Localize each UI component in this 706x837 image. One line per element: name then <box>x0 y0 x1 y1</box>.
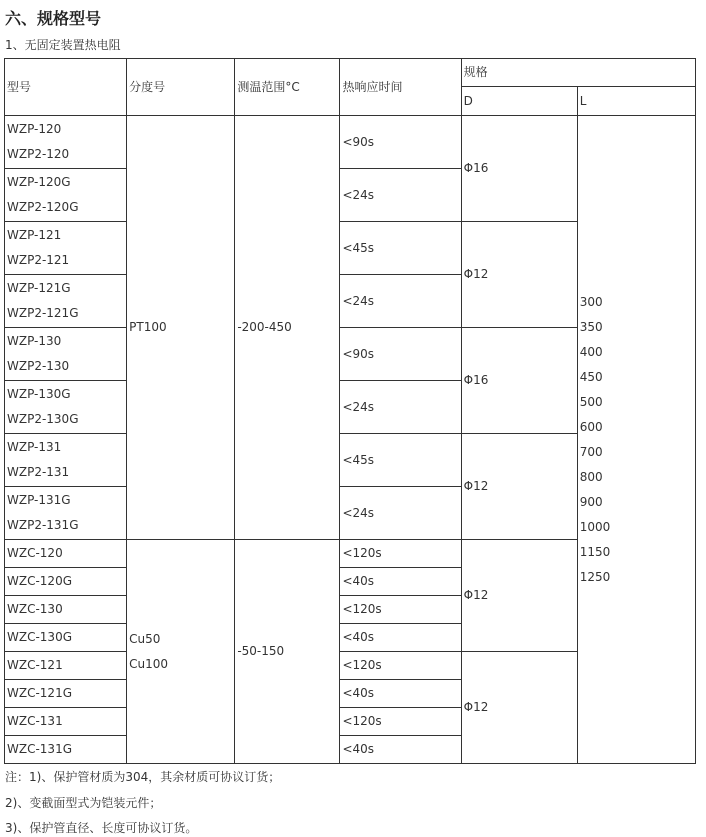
diameter-cell: Φ12 <box>461 222 577 328</box>
model-cell: WZC-130 <box>5 596 127 624</box>
response-cell: <40s <box>340 568 461 596</box>
response-cell: <90s <box>340 328 461 381</box>
length-value: 800 <box>579 469 603 484</box>
length-cell <box>577 116 695 764</box>
note-line: 2)、变截面型式为铠装元件； <box>5 796 162 810</box>
model-name: WZP2-120G <box>7 200 79 214</box>
range-cell: -50-150 <box>235 540 340 764</box>
model-name: WZP2-121 <box>7 253 70 267</box>
response-cell: <120s <box>340 652 461 680</box>
model-name: WZP2-131 <box>7 465 70 479</box>
model-cell <box>5 434 127 487</box>
note-line: 3)、保护管直径、长度可协议订货。 <box>5 821 198 835</box>
section-subtitle: 1、无固定装置热电阻 <box>5 38 121 52</box>
model-cell: WZC-120 <box>5 540 127 568</box>
header-l: L <box>577 87 695 116</box>
header-division: 分度号 <box>127 59 235 116</box>
model-name: WZP2-131G <box>7 518 79 532</box>
length-value: 1150 <box>579 544 611 559</box>
diameter-cell: Φ16 <box>461 328 577 434</box>
model-cell: WZC-131G <box>5 736 127 764</box>
length-value: 700 <box>579 444 603 459</box>
model-cell: WZC-130G <box>5 624 127 652</box>
response-cell: <45s <box>340 434 461 487</box>
spec-table <box>4 58 696 764</box>
model-cell <box>5 487 127 540</box>
division-cell: PT100 <box>127 116 235 540</box>
diameter-cell: Φ12 <box>461 652 577 764</box>
response-cell: <120s <box>340 540 461 568</box>
division-cell <box>127 540 235 764</box>
model-name: WZP-131 <box>7 440 62 454</box>
diameter-cell: Φ12 <box>461 540 577 652</box>
response-cell: <40s <box>340 624 461 652</box>
model-name: WZP2-130G <box>7 412 79 426</box>
header-model: 型号 <box>5 59 127 116</box>
range-cell: -200-450 <box>235 116 340 540</box>
diameter-cell: Φ12 <box>461 434 577 540</box>
length-value: 1000 <box>579 519 611 534</box>
model-name: WZP-121G <box>7 281 71 295</box>
response-cell: <120s <box>340 708 461 736</box>
model-name: WZP-131G <box>7 493 71 507</box>
response-cell: <24s <box>340 275 461 328</box>
model-cell: WZC-120G <box>5 568 127 596</box>
header-d: D <box>461 87 577 116</box>
division-value: Cu50 <box>129 631 161 646</box>
model-cell: WZC-131 <box>5 708 127 736</box>
section-title: 六、规格型号 <box>5 9 102 28</box>
response-cell: <40s <box>340 736 461 764</box>
header-response: 热响应时间 <box>340 59 461 116</box>
length-value: 900 <box>579 494 603 509</box>
header-range: 测温范围°C <box>235 59 340 116</box>
length-value: 350 <box>579 319 603 334</box>
model-cell: WZC-121 <box>5 652 127 680</box>
diameter-cell: Φ16 <box>461 116 577 222</box>
header-spec: 规格 <box>461 59 695 87</box>
model-cell <box>5 381 127 434</box>
note-line: 注：1)、保护管材质为304，其余材质可协议订货； <box>5 770 281 784</box>
model-cell <box>5 169 127 222</box>
model-cell <box>5 275 127 328</box>
response-cell: <24s <box>340 169 461 222</box>
model-cell <box>5 116 127 169</box>
length-value: 1250 <box>579 569 611 584</box>
response-cell: <120s <box>340 596 461 624</box>
response-cell: <90s <box>340 116 461 169</box>
length-value: 450 <box>579 369 603 384</box>
length-value: 400 <box>579 344 603 359</box>
model-cell <box>5 222 127 275</box>
model-name: WZP2-121G <box>7 306 79 320</box>
model-cell <box>5 328 127 381</box>
response-cell: <40s <box>340 680 461 708</box>
response-cell: <24s <box>340 381 461 434</box>
model-name: WZP-120 <box>7 122 62 136</box>
division-value: Cu100 <box>129 656 169 671</box>
model-name: WZP-130 <box>7 334 62 348</box>
response-cell: <45s <box>340 222 461 275</box>
model-name: WZP2-120 <box>7 147 70 161</box>
length-value: 600 <box>579 419 603 434</box>
length-value: 500 <box>579 394 603 409</box>
model-name: WZP-120G <box>7 175 71 189</box>
response-cell: <24s <box>340 487 461 540</box>
model-name: WZP2-130 <box>7 359 70 373</box>
length-value: 300 <box>579 294 603 309</box>
model-cell: WZC-121G <box>5 680 127 708</box>
model-name: WZP-121 <box>7 228 62 242</box>
model-name: WZP-130G <box>7 387 71 401</box>
